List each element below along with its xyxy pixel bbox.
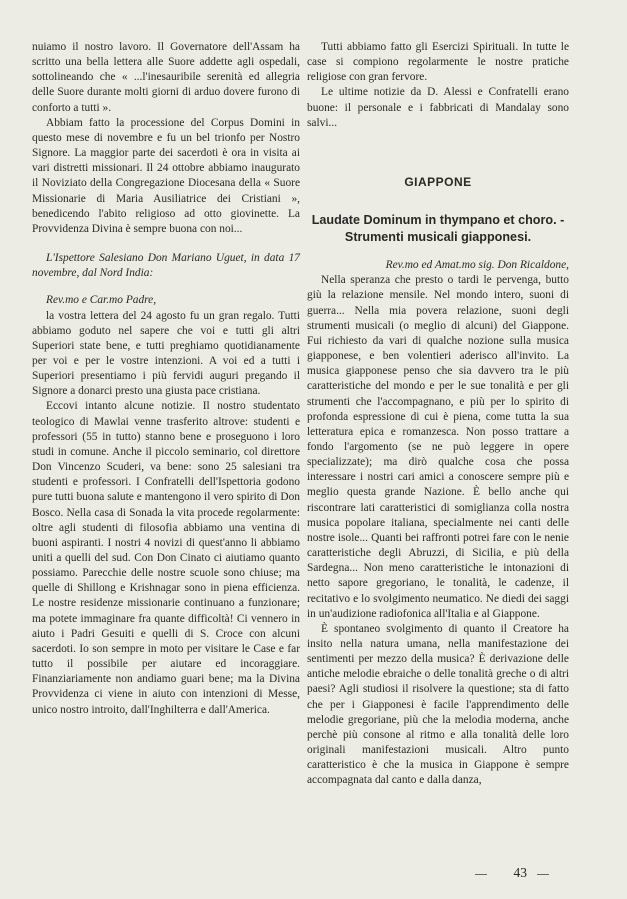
paragraph: È spontaneo svolgimento di quanto il Creatore ha insito nella natura umana, nella manifestazione dei sentimenti per mezzo della musica? È derivazione delle antiche melodie ebraiche o delle tonalità greche o di altri paesi? Agli studiosi il risolvere la questione; sta di fatto che per i Giapponesi è facile l'apprendimento delle melodie gregoriane, più che la melodia moderna, anche perchè più consone al ritmo e alla tonalità delle loro originali manifestazioni musicali. Altro punto caratteristico è che la musica in Giappone è sempre accompagnata dal canto e dalla danza, <box>307 622 569 787</box>
letter-salutation: Rev.mo e Car.mo Padre, <box>46 294 157 307</box>
left-column <box>32 40 300 718</box>
footer-dash <box>537 874 549 875</box>
letter-attribution: L'Ispettore Salesiano Don Mariano Uguet, in data 17 novembre, dal Nord India: <box>32 252 300 280</box>
footer-dash <box>475 874 487 875</box>
paragraph: Tutti abbiamo fatto gli Esercizi Spirituali. In tutte le case si compiono regolarmente le nostre pratiche religiose con gran fervore. <box>307 41 569 84</box>
section-title: GIAPPONE <box>404 174 472 189</box>
paragraph: nuiamo il nostro lavoro. Il Governatore dell'Assam ha scritto una bella lettera alle Suore addette agli ospedali, sottolineando che « ...l'inesauribile serenità ed allegria delle Suore durante molti giorni di arduo dovere furono di conforto a tutti ». <box>32 41 300 114</box>
paragraph: la vostra lettera del 24 agosto fu un gran regalo. Tutti abbiamo goduto nel sapere che voi e tutti gli altri Superiori state bene, e tutti preghiamo quotidianamente per voi e per le vostre intenzioni. A voi ed a tutti i Superiori presentiamo i più fervidi auguri pregando il Signore a donarci presto una giusta pace cristiana. <box>32 309 300 398</box>
paragraph: Eccovi intanto alcune notizie. Il nostro studentato teologico di Mawlai venne trasferito altrove: studenti e professori (55 in tutto) stanno bene e proseguono i loro studi in comune. Anche il piccolo seminario, col direttore Don Vincenzo Scuderi, va bene: sono 25 salesiani tra studenti e professori. I Confratelli dell'Ispettoria godono pure tutti buona salute e mantengono il vero spirito di Don Bosco. Nella casa di Sonada la vita procede regolarmente: oltre agli studenti di filosofia abbiamo una ventina di buoni aspiranti. I nostri 4 novizi di quest'anno li abbiamo uniti a quelli del sud. Con Don Cinato ci aiutiamo quanto possiamo. Parecchie delle nostre scuole sono chiuse; ma quelle di Shillong e Krishnagar sono in piena efficienza. Le nostre residenze missionarie continuano a funzionare; ma potete immaginare fra quante difficoltà! Ci vennero in aiuto i Padri Gesuiti e quelli di S. Croce con alcuni sacerdoti. Io son sempre in moto per visitare le Case e far tutto il possibile per aiutare ed incoraggiare. Finanziariamente non andiamo guari bene; ma la Divina Provvidenza ci viene in aiuto con intenzioni di Messe, unico nostro introito, dall'Inghilterra e dall'America. <box>32 400 300 716</box>
paragraph: Le ultime notizie da D. Alessi e Confratelli erano buone: il personale e i fabbricati di Mandalay sono salvi... <box>307 86 569 129</box>
page-number: 43 <box>513 865 527 880</box>
right-column <box>307 40 569 789</box>
letter-salutation: Rev.mo ed Amat.mo sig. Don Ricaldone, <box>385 259 569 272</box>
paragraph: Abbiam fatto la processione del Corpus Domini in questo mese di novembre e fu un bel trionfo per Nostro Signore. La maggior parte dei sacerdoti è ora in visita ai vari distretti missionari. Il 24 ottobre abbiamo inaugurato il Noviziato della Congregazione Diocesana della « Suore Missionarie di Maria Ausiliatrice dei Cristiani », benedicendo l'abito religioso ad otto giovinette. La Provvidenza Divina è sempre buona con noi... <box>32 116 300 235</box>
paragraph: Nella speranza che presto o tardi le pervenga, butto giù la relazione mensile. Nel mondo intero, suoni di guerra... Nella mia povera relazione, suoni degli strumenti musicali (o meglio di alcuni) del Giappone. Fui richiesto da vari di qualche nozione sulla musica giapponese, e ben volentieri aderisco all'invito. La musica giapponese penso che sia davvero tra le più caratteristiche del mondo e per le sue tonalità e per gli strumenti che l'accompagnano, e più per lo spirito di profonda espressione di cui è piena, come tutta la sua letteratura epica e romanzesca. Non posso trattare a fondo l'argomento (se ne può leggere in opere specializzate); ma dirò qualche cosa che possa interessare i nostri cari amici a conoscere sempre più e meglio questa grande Nazione. È bello anche qui riscontrare lati caratteristici di somiglianza colla nostra musica popolare italiana, specialmente nei canti delle nostre isole... Quanti bei raffronti potrei fare con le nenie caratteristiche degli Abruzzi, di Sicilia, e più della Sardegna... Non meno caratteristiche le intonazioni di netto sapore gregoriano, le tonalità, le cadenze, il recitativo e lo svolgimento neumatico. Ne diedi dei saggi in un'audizione radiofonica all'Italia e al Giappone. <box>307 274 569 620</box>
article-subtitle: Laudate Dominum in thympano et choro. - Strumenti musicali giapponesi. <box>311 213 565 245</box>
